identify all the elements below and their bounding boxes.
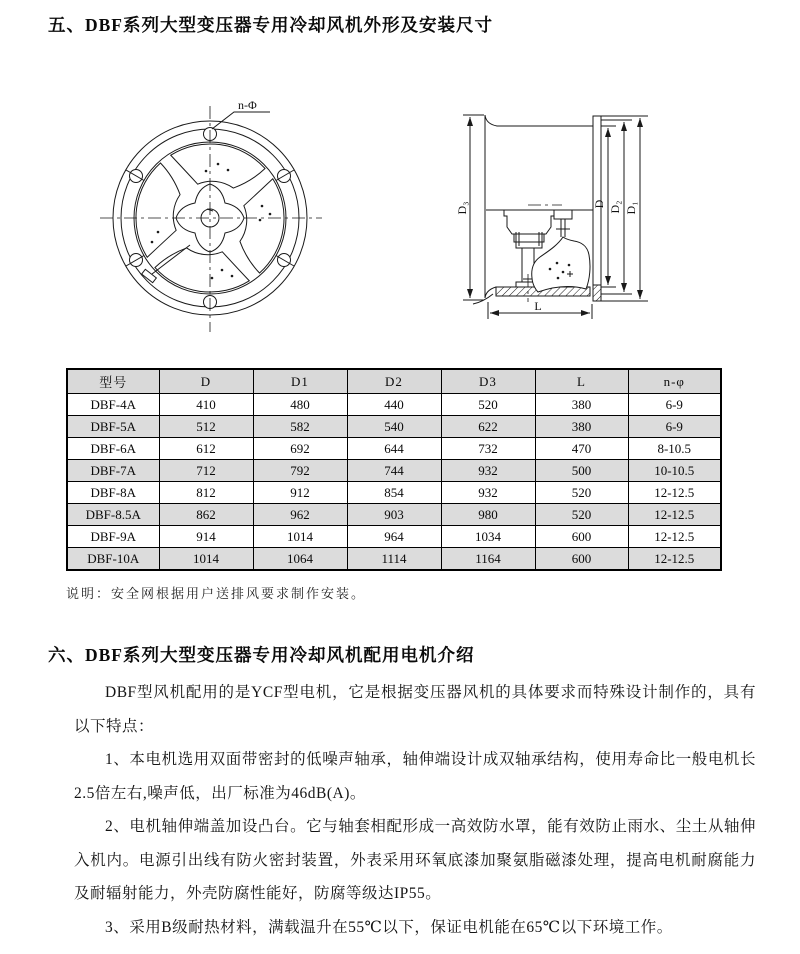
paragraph: 3、采用B级耐热材料，满载温升在55℃以下，保证电机能在65℃以下环境工作。 — [105, 918, 673, 936]
column-header: D1 — [253, 369, 347, 394]
table-cell: 980 — [441, 504, 535, 526]
table-cell: 600 — [535, 548, 628, 571]
fan-side-view-drawing — [450, 86, 690, 333]
table-cell: 540 — [347, 416, 441, 438]
table-cell: 582 — [253, 416, 347, 438]
section-dimensions-title: 五、DBF系列大型变压器专用冷却风机外形及安装尺寸 — [48, 15, 493, 35]
table-cell: 520 — [441, 394, 535, 416]
table-cell: 8-10.5 — [628, 438, 721, 460]
table-cell: DBF-6A — [67, 438, 159, 460]
table-cell: 520 — [535, 482, 628, 504]
table-cell: 732 — [441, 438, 535, 460]
motor-paragraphs — [74, 676, 756, 944]
table-cell: 964 — [347, 526, 441, 548]
fan-blade — [153, 243, 253, 298]
table-cell: 932 — [441, 482, 535, 504]
table-cell: 914 — [159, 526, 253, 548]
table-cell: 812 — [159, 482, 253, 504]
table-cell: 1064 — [253, 548, 347, 571]
table-cell: 380 — [535, 394, 628, 416]
table-row — [67, 416, 721, 438]
hole-count-label: n-Φ — [238, 98, 257, 112]
table-row — [67, 482, 721, 504]
table-cell: 1014 — [253, 526, 347, 548]
table-row — [67, 438, 721, 460]
table-cell: 912 — [253, 482, 347, 504]
table-cell: 12-12.5 — [628, 526, 721, 548]
table-cell: 744 — [347, 460, 441, 482]
table-cell: 520 — [535, 504, 628, 526]
table-row — [67, 526, 721, 548]
table-cell: 12-12.5 — [628, 482, 721, 504]
column-header: D — [159, 369, 253, 394]
table-cell: 1034 — [441, 526, 535, 548]
table-cell: DBF-10A — [67, 548, 159, 571]
dim-label-l: L — [534, 299, 542, 313]
table-cell: 6-9 — [628, 416, 721, 438]
hole-callout — [212, 98, 270, 129]
table-cell: DBF-9A — [67, 526, 159, 548]
column-header: n-φ — [628, 369, 721, 394]
table-cell: DBF-8A — [67, 482, 159, 504]
table-cell: 612 — [159, 438, 253, 460]
table-cell: 932 — [441, 460, 535, 482]
paragraph: 2、电机轴伸端盖加设凸台。它与轴套相配形成一高效防水罩，能有效防止雨水、尘土从轴伸入机内。电源引出线有防火密封装置，外表采用环氧底漆加聚氨脂磁漆处理，提高电机耐腐能力及耐辐射能力，外壳防腐性能好，防腐等级达IP55。 — [74, 818, 756, 902]
section-motor-title: 六、DBF系列大型变压器专用冷却风机配用电机介绍 — [48, 645, 475, 665]
table-cell: 480 — [253, 394, 347, 416]
table-cell: 470 — [535, 438, 628, 460]
dim-label-d1: D₁ — [624, 201, 638, 215]
table-cell: 854 — [347, 482, 441, 504]
table-cell: 622 — [441, 416, 535, 438]
column-header: D3 — [441, 369, 535, 394]
dimension-l — [488, 299, 592, 319]
table-cell: 792 — [253, 460, 347, 482]
table-cell: 644 — [347, 438, 441, 460]
table-cell: 512 — [159, 416, 253, 438]
table-cell: 962 — [253, 504, 347, 526]
column-header: D2 — [347, 369, 441, 394]
paragraph: DBF型风机配用的是YCF型电机，它是根据变压器风机的具体要求而特殊设计制作的，具有以下特点： — [74, 684, 756, 735]
table-cell: DBF-8.5A — [67, 504, 159, 526]
table-row — [67, 460, 721, 482]
column-header: 型号 — [67, 369, 159, 394]
dim-label-d2: D₂ — [608, 200, 622, 214]
table-cell: DBF-5A — [67, 416, 159, 438]
table-row — [67, 548, 721, 571]
table-cell: 6-9 — [628, 394, 721, 416]
table-row — [67, 394, 721, 416]
fan-front-view-drawing — [98, 86, 333, 336]
table-cell: 380 — [535, 416, 628, 438]
table-cell: 1014 — [159, 548, 253, 571]
table-cell: DBF-7A — [67, 460, 159, 482]
installation-note: 说明：安全网根据用户送排风要求制作安装。 — [66, 586, 367, 601]
table-cell: 712 — [159, 460, 253, 482]
table-cell: 12-12.5 — [628, 548, 721, 571]
table-cell: 1114 — [347, 548, 441, 571]
table-cell: 903 — [347, 504, 441, 526]
fan-blade-section — [532, 210, 590, 292]
table-cell: 600 — [535, 526, 628, 548]
table-cell: DBF-4A — [67, 394, 159, 416]
table-row — [67, 504, 721, 526]
dim-label-d: D — [592, 199, 606, 209]
dimension-d3 — [455, 115, 484, 300]
table-cell: 410 — [159, 394, 253, 416]
flange-tab — [142, 269, 157, 282]
column-header: L — [535, 369, 628, 394]
table-cell: 1164 — [441, 548, 535, 571]
dim-label-d3: D₃ — [455, 201, 469, 215]
dimensions-table — [66, 368, 722, 571]
table-cell: 500 — [535, 460, 628, 482]
fan-blade — [167, 138, 267, 193]
table-cell: 440 — [347, 394, 441, 416]
table-cell: 12-12.5 — [628, 504, 721, 526]
dim-table-head-row — [67, 369, 721, 394]
dim-table-body — [67, 394, 721, 571]
table-cell: 10-10.5 — [628, 460, 721, 482]
paragraph: 1、本电机选用双面带密封的低噪声轴承，轴伸端设计成双轴承结构，使用寿命比一般电机长2.5倍左右,噪声低，出厂标准为46dB(A)。 — [74, 751, 756, 802]
table-cell: 692 — [253, 438, 347, 460]
table-cell: 862 — [159, 504, 253, 526]
fan-hub — [176, 184, 244, 252]
